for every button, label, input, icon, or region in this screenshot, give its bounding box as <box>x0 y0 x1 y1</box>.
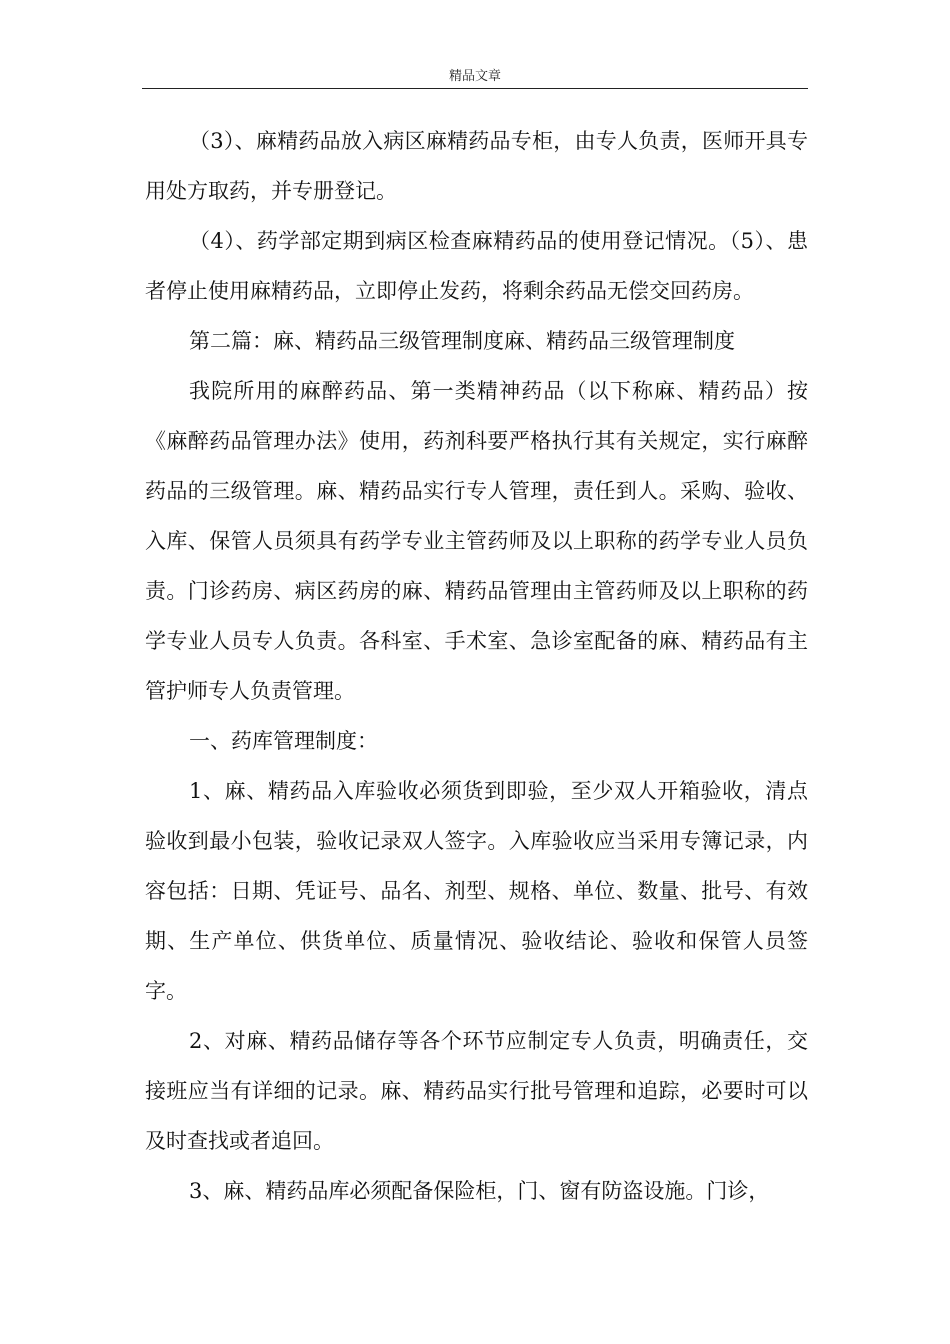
header-divider <box>142 88 808 89</box>
document-body <box>145 116 808 1216</box>
paragraph-item-3: （3）、麻精药品放入病区麻精药品专柜，由专人负责，医师开具专用处方取药，并专册登记。 <box>145 129 808 203</box>
paragraph-intro: 我院所用的麻醉药品、第一类精神药品（以下称麻、精药品）按《麻醉药品管理办法》使用，药剂科要严格执行其有关规定，实行麻醉药品的三级管理。麻、精药品实行专人管理，责任到人。采购、验收、入库、保管人员须具有药学专业主管药师及以上职称的药学专业人员负责。门诊药房、病区药房的麻、精药品管理由主管药师及以上职称的药学专业人员专人负责。各科室、手术室、急诊室配备的麻、精药品有主管护师专人负责管理。 <box>145 379 808 703</box>
paragraph-item-4-5: （4）、药学部定期到病区检查麻精药品的使用登记情况。（5）、患者停止使用麻精药品，立即停止发药，将剩余药品无偿交回药房。 <box>145 229 808 303</box>
section-heading-second-article: 第二篇：麻、精药品三级管理制度麻、精药品三级管理制度 <box>189 329 735 353</box>
paragraph-rule-3: 3、麻、精药品库必须配备保险柜，门、窗有防盗设施。门诊， <box>189 1179 770 1203</box>
section-heading-warehouse-rules: 一、药库管理制度： <box>189 729 378 753</box>
page-header-title: 精品文章 <box>448 69 501 84</box>
paragraph-rule-2: 2、对麻、精药品储存等各个环节应制定专人负责，明确责任，交接班应当有详细的记录。麻、精药品实行批号管理和追踪，必要时可以及时查找或者追回。 <box>145 1029 808 1153</box>
paragraph-rule-1: 1、麻、精药品入库验收必须货到即验，至少双人开箱验收，清点验收到最小包装，验收记录双人签字。入库验收应当采用专簿记录，内容包括：日期、凭证号、品名、剂型、规格、单位、数量、批号、有效期、生产单位、供货单位、质量情况、验收结论、验收和保管人员签字。 <box>145 779 808 1003</box>
